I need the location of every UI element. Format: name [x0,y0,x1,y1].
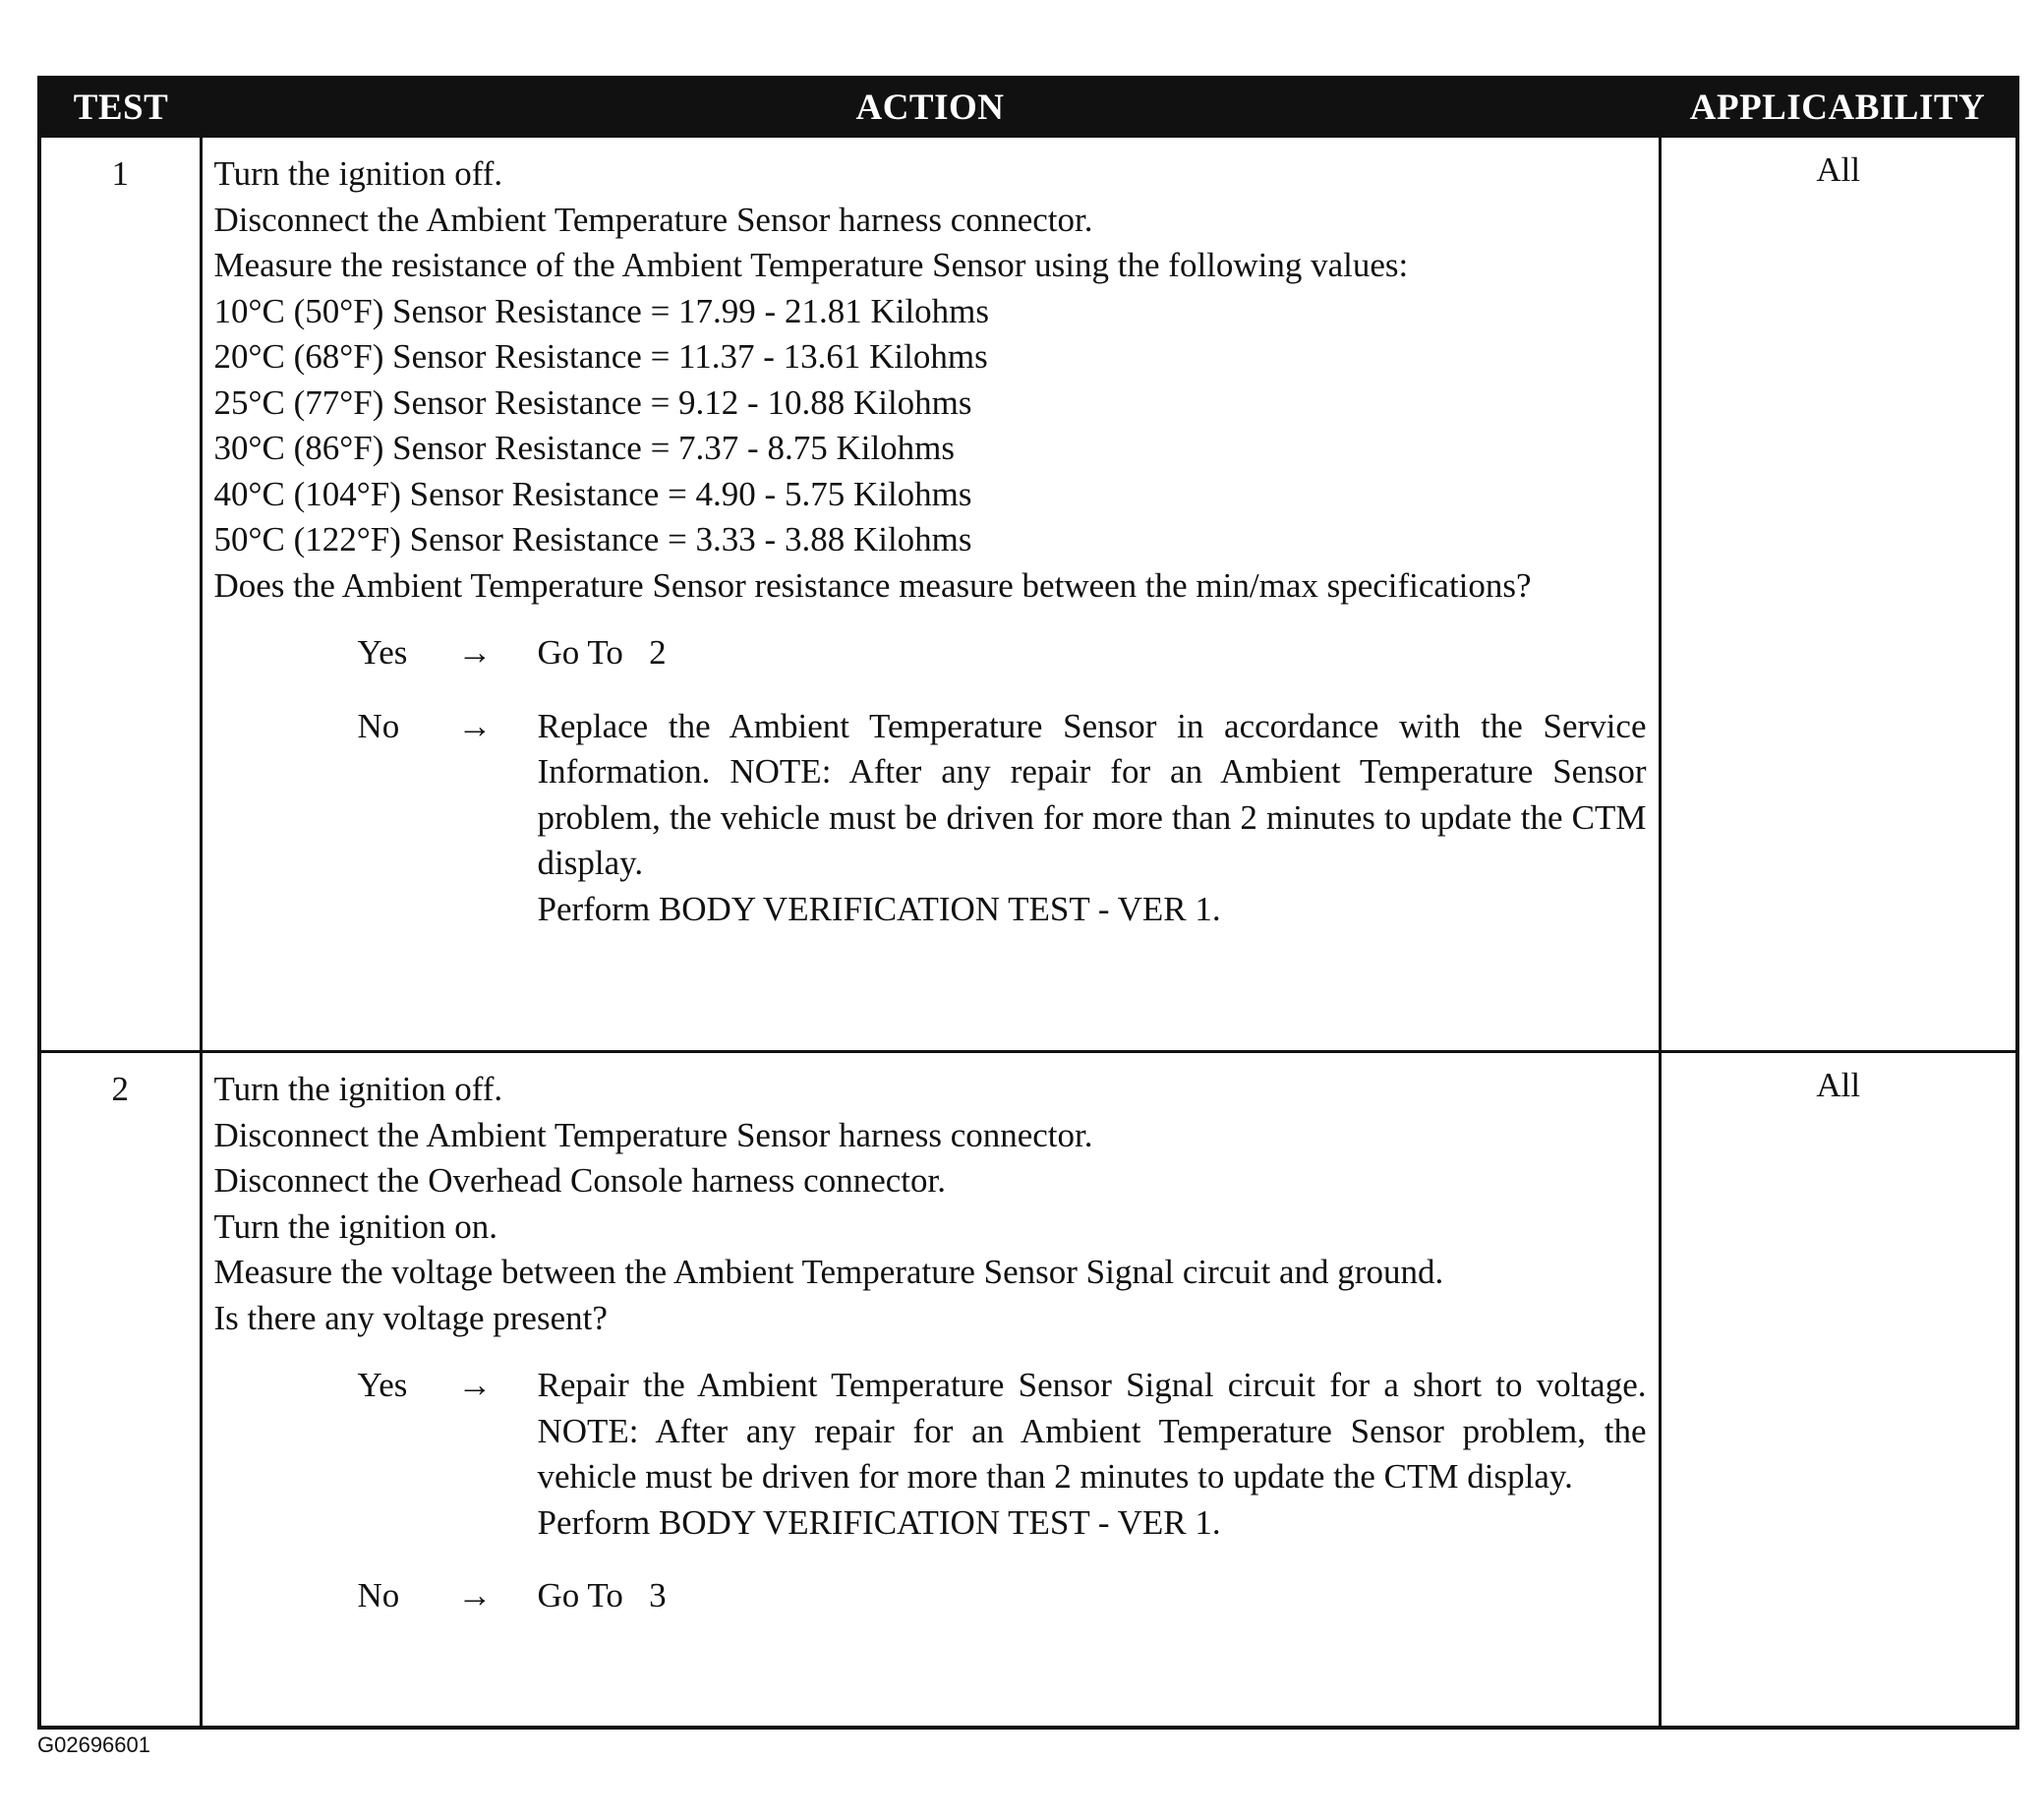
answer-label: Yes [357,633,408,672]
action-cell [201,1052,1660,1729]
answer-list [214,630,1647,932]
right-arrow-icon: → [457,706,493,745]
action-line: Disconnect the Overhead Console harness connector. [213,1161,946,1200]
verification-instruction: Perform BODY VERIFICATION TEST - VER 1. [537,1502,1221,1542]
test-number: 2 [39,1052,201,1729]
answer-label: No [357,706,400,745]
diagnostic-test-table [37,76,2019,1730]
answer-result [538,704,1647,933]
resistance-spec-line: 50°C (122°F) Sensor Resistance = 3.33 - 3.88 Kilohms [213,520,972,558]
answer-no [214,1573,1647,1619]
answer-yes [214,1363,1647,1546]
action-line: Measure the resistance of the Ambient Temperature Sensor using the following values: [213,246,1409,284]
action-question: Is there any voltage present? [213,1298,608,1337]
applicability-cell: All [1660,137,2017,1052]
action-line: Turn the ignition off. [213,154,503,193]
header-test: TEST [39,78,201,137]
resistance-spec-line: 10°C (50°F) Sensor Resistance = 17.99 - 21.81 Kilohms [213,291,990,330]
resistance-spec-line: 30°C (86°F) Sensor Resistance = 7.37 - 8.75 Kilohms [213,429,956,467]
answer-result [538,1363,1647,1546]
answer-no [214,704,1647,933]
header-action: ACTION [201,78,1660,137]
right-arrow-icon: → [457,1366,493,1404]
right-arrow-icon: → [457,633,493,672]
answer-label: No [357,1576,400,1615]
resistance-spec-line: 25°C (77°F) Sensor Resistance = 9.12 - 10.88 Kilohms [213,382,972,422]
goto-step: Go To 2 [537,633,667,672]
action-question: Does the Ambient Temperature Sensor resistance measure between the min/max specifications? [213,565,1532,605]
action-line: Disconnect the Ambient Temperature Sensor harness connector. [213,200,1093,239]
repair-instruction: Repair the Ambient Temperature Sensor Signal circuit for a short to voltage. NOTE: After any repair for an Ambient Temperature Sensor problem, the vehicle must be driven for more than 2 minutes to update the CTM display. [537,1366,1647,1496]
header-row [39,78,2017,137]
answer-label: Yes [357,1366,408,1404]
action-line: Turn the ignition off. [213,1070,503,1108]
resistance-spec-line: 40°C (104°F) Sensor Resistance = 4.90 - 5.75 Kilohms [213,474,972,513]
resistance-spec-line: 20°C (68°F) Sensor Resistance = 11.37 - 13.61 Kilohms [213,337,988,376]
repair-instruction: Replace the Ambient Temperature Sensor in accordance with the Service Information. NOTE: After any repair for an Ambient Temperature Sensor problem, the vehicle must be driven for more than 2 minutes to update the CTM display. [537,706,1647,882]
test-number: 1 [39,137,201,1052]
right-arrow-icon: → [457,1576,493,1615]
applicability-cell: All [1660,1052,2017,1729]
figure-id: G02696601 [37,1732,150,1757]
table-row-test-1 [39,137,2017,1052]
header-applicability: APPLICABILITY [1660,78,2017,137]
answer-result [538,630,1647,676]
action-line: Disconnect the Ambient Temperature Sensor harness connector. [213,1115,1093,1154]
answer-result [538,1573,1647,1619]
answer-list [214,1363,1647,1619]
action-line: Turn the ignition on. [213,1206,497,1246]
goto-step: Go To 3 [537,1576,667,1615]
action-line: Measure the voltage between the Ambient Temperature Sensor Signal circuit and ground. [213,1253,1444,1291]
table-row-test-2 [39,1052,2017,1729]
verification-instruction: Perform BODY VERIFICATION TEST - VER 1. [537,889,1221,928]
action-cell [201,137,1660,1052]
answer-yes [214,630,1647,676]
